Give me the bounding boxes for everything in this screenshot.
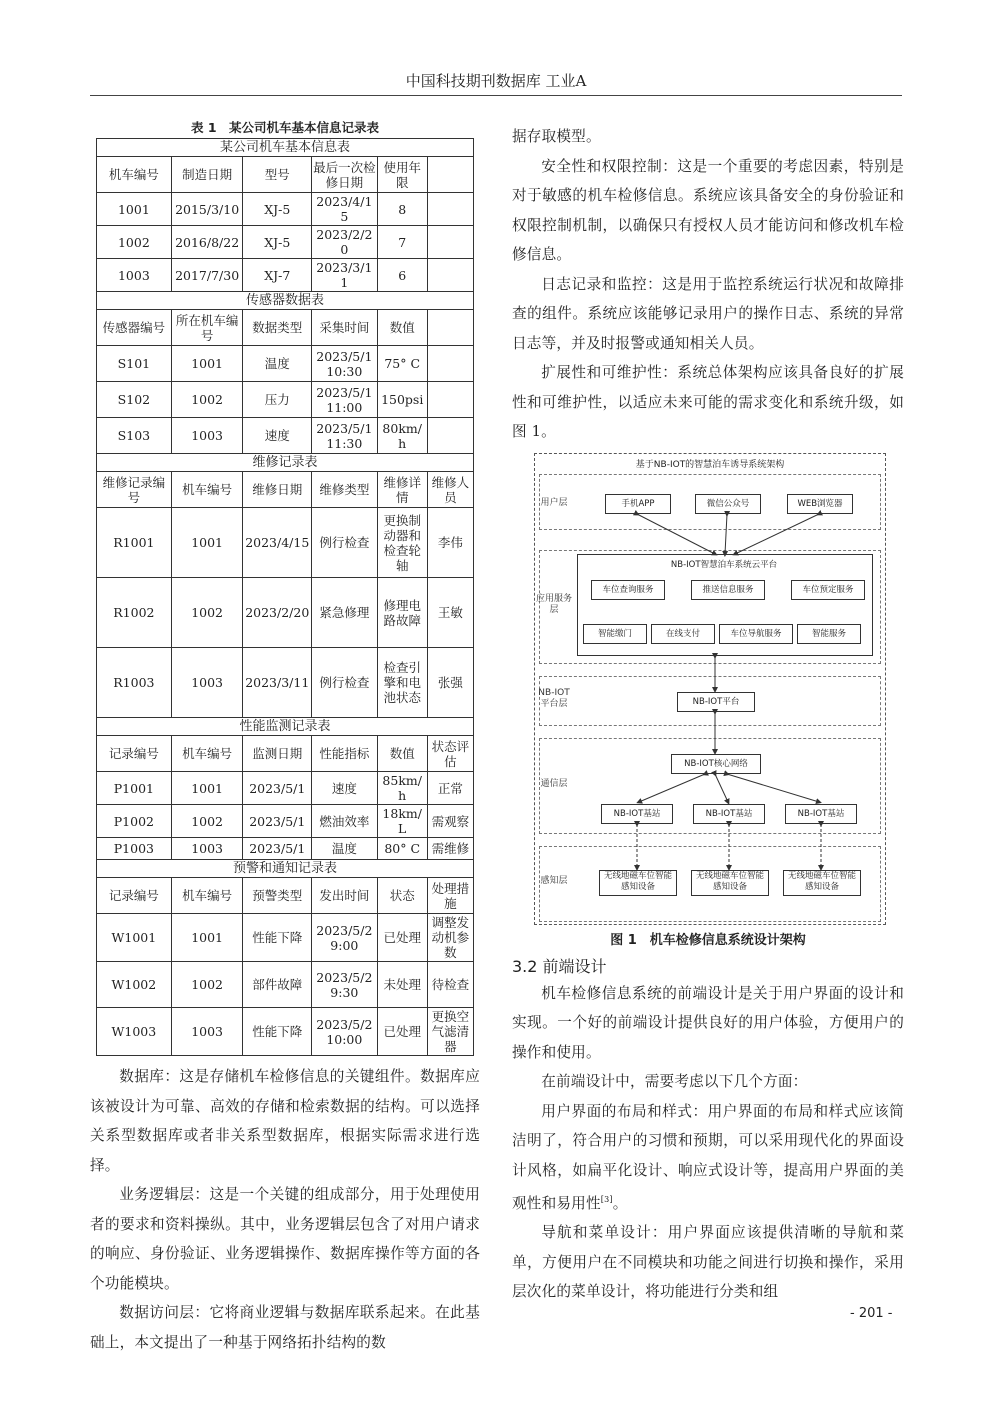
table-cell: 已处理 (377, 1008, 427, 1056)
table-cell: 未处理 (377, 962, 427, 1008)
table-cell: 更换制动器和检查轮轴 (377, 508, 427, 578)
layer-label-sense: 感知层 (540, 875, 568, 886)
layer-label-app: 应用服务层 (535, 593, 572, 615)
section-title-row (97, 139, 474, 157)
header-cell: 维修人员 (427, 472, 473, 508)
table-cell: 8 (377, 193, 427, 226)
table-row (97, 508, 474, 578)
right-column (512, 122, 904, 1307)
svc-box-reserve: 车位预定服务 (791, 580, 865, 600)
table-cell: 调整发动机参数 (427, 914, 473, 962)
table-cell: P1003 (97, 838, 172, 860)
para-business-logic: 业务逻辑层：这是一个关键的组成部分，用于处理使用者的要求和资料操纵。其中，业务逻辑层包含了对用户请求的响应、身份验证、业务逻辑操作、数据库操作等方面的各个功能模块。 (90, 1186, 480, 1292)
header-cell: 状态评估 (427, 736, 473, 772)
section-title-row (97, 454, 474, 472)
table-cell: 正常 (427, 772, 473, 805)
layer-label-comm: 通信层 (540, 778, 568, 789)
empty-cell (427, 259, 473, 292)
citation-ref[interactable]: [3] (600, 1195, 613, 1204)
table-cell: 6 (377, 259, 427, 292)
empty-cell (427, 310, 473, 346)
table-cell: 1002 (97, 226, 172, 259)
table-cell: 2023/3/11 (312, 259, 378, 292)
user-box-web: WEB浏览器 (787, 494, 853, 514)
table-row (97, 226, 474, 259)
table-row (97, 259, 474, 292)
table-row (97, 772, 474, 805)
section-title-row (97, 292, 474, 310)
header-cell: 记录编号 (97, 736, 172, 772)
section-title-row (97, 718, 474, 736)
table-cell: 1002 (171, 962, 243, 1008)
table-cell: 2023/4/15 (243, 508, 312, 578)
table-cell: 2023/3/11 (243, 648, 312, 718)
table-cell: 温度 (312, 838, 378, 860)
table-cell: 王敏 (427, 578, 473, 648)
empty-cell (427, 157, 473, 193)
user-box-wechat: 微信公众号 (695, 494, 761, 514)
table-cell: 1001 (171, 508, 243, 578)
layer-label-user: 用户层 (540, 497, 568, 508)
table-cell: R1002 (97, 578, 172, 648)
user-box-app: 手机APP (605, 494, 671, 514)
header-cell: 采集时间 (312, 310, 378, 346)
table-cell: 1003 (97, 259, 172, 292)
table-cell: XJ-5 (243, 226, 312, 259)
table-cell: 李伟 (427, 508, 473, 578)
table-row (97, 578, 474, 648)
table-cell: 2023/5/2 9:00 (312, 914, 378, 962)
svc-box-gate: 智能缴门 (583, 624, 647, 644)
table-cell: P1002 (97, 805, 172, 838)
table-header-row (97, 157, 474, 193)
table-cell: 例行检查 (312, 508, 378, 578)
header-cell: 维修类型 (312, 472, 378, 508)
para-logging: 日志记录和监控：这是用于监控系统运行状况和故障排查的组件。系统应该能够记录用户的操作日志、系统的异常日志等，并及时报警或通知相关人员。 (512, 275, 904, 352)
table-header-row (97, 472, 474, 508)
table-cell: 需观察 (427, 805, 473, 838)
table-cell: 2023/2/20 (312, 226, 378, 259)
table-cell: 2023/5/1 10:30 (312, 346, 378, 382)
svc-box-query: 车位查询服务 (591, 580, 665, 600)
sensor-box-3: 无线地磁车位智能感知设备 (783, 870, 861, 896)
running-header: 中国科技期刊数据库 工业A (90, 70, 902, 96)
section-title: 预警和通知记录表 (97, 860, 474, 878)
table-cell: 2016/8/22 (171, 226, 243, 259)
para-layout-style-end: 。 (612, 1194, 628, 1212)
para-database: 数据库：这是存储机车检修信息的关键组件。数据库应该被设计为可靠、高效的存储和检索数据的结构。可以选择关系型数据库或者非关系型数据库，根据实际需求进行选择。 (90, 1068, 480, 1174)
table-cell: 80° C (377, 838, 427, 860)
table-cell: 2023/5/1 (243, 838, 312, 860)
header-cell: 机车编号 (97, 157, 172, 193)
table-row (97, 805, 474, 838)
table-cell: 部件故障 (243, 962, 312, 1008)
page-number: - 201 - (850, 1306, 893, 1321)
table-cell: 18km/L (377, 805, 427, 838)
table-cell: 2023/5/2 10:00 (312, 1008, 378, 1056)
sensor-box-2: 无线地磁车位智能感知设备 (691, 870, 769, 896)
table-cell: 2023/5/1 (243, 805, 312, 838)
table-caption: 表 1 某公司机车基本信息记录表 (190, 120, 380, 135)
table-cell: 检查引擎和电池状态 (377, 648, 427, 718)
table-cell: 1003 (171, 648, 243, 718)
header-cell: 数值 (377, 310, 427, 346)
para-frontend-aspects: 在前端设计中，需要考虑以下几个方面： (541, 1073, 808, 1090)
para-navigation: 导航和菜单设计：用户界面应该提供清晰的导航和菜单，方便用户在不同模块和功能之间进行切换和操作，采用层次化的菜单设计，将功能进行分类和组 (512, 1224, 904, 1301)
base-station-3: NB-IOT基站 (785, 804, 857, 824)
table-cell: 7 (377, 226, 427, 259)
section-title-row (97, 860, 474, 878)
table-header-row (97, 736, 474, 772)
table-cell: 1001 (171, 346, 243, 382)
table-row (97, 838, 474, 860)
table-cell: 例行检查 (312, 648, 378, 718)
header-cell: 传感器编号 (97, 310, 172, 346)
table-cell: 80km/h (377, 418, 427, 454)
table-cell: 1003 (171, 1008, 243, 1056)
empty-cell (427, 226, 473, 259)
table-row (97, 648, 474, 718)
header-cell: 使用年限 (377, 157, 427, 193)
table-row (97, 418, 474, 454)
header-cell: 维修详情 (377, 472, 427, 508)
table-header-row (97, 310, 474, 346)
core-network-box: NB-IOT核心网络 (671, 754, 761, 774)
table-cell: 75° C (377, 346, 427, 382)
table-cell: 更换空气滤清器 (427, 1008, 473, 1056)
table-cell: XJ-7 (243, 259, 312, 292)
base-station-1: NB-IOT基站 (601, 804, 673, 824)
table-row (97, 346, 474, 382)
table-row (97, 914, 474, 962)
table-cell: 燃油效率 (312, 805, 378, 838)
table-cell: 1003 (171, 418, 243, 454)
table-cell: 1003 (171, 838, 243, 860)
empty-cell (427, 193, 473, 226)
table-row (97, 382, 474, 418)
table-cell: 1002 (171, 382, 243, 418)
table-cell: W1001 (97, 914, 172, 962)
table-row (97, 193, 474, 226)
header-cell: 数值 (377, 736, 427, 772)
table-cell: 张强 (427, 648, 473, 718)
table-cell: 2023/5/1 (243, 772, 312, 805)
section-heading: 3.2 前端设计 (512, 956, 607, 976)
record-table (96, 138, 474, 1056)
table-cell: 待检查 (427, 962, 473, 1008)
table-cell: 压力 (243, 382, 312, 418)
layer-label-nb: NB-IOT平台层 (538, 687, 570, 709)
empty-cell (427, 346, 473, 382)
table-cell: 150psi (377, 382, 427, 418)
header-cell: 状态 (377, 878, 427, 914)
svc-box-smart: 智能服务 (797, 624, 861, 644)
header-cell: 记录编号 (97, 878, 172, 914)
table-cell: S101 (97, 346, 172, 382)
figure-title: 基于NB-IOT的智慧泊车诱导系统架构 (635, 459, 785, 470)
section-title: 传感器数据表 (97, 292, 474, 310)
header-cell: 监测日期 (243, 736, 312, 772)
architecture-figure (534, 453, 886, 925)
header-cell: 预警类型 (243, 878, 312, 914)
sensor-box-1: 无线地磁车位智能感知设备 (599, 870, 677, 896)
table-cell: R1003 (97, 648, 172, 718)
table-cell: 速度 (312, 772, 378, 805)
para-data-access: 数据访问层：它将商业逻辑与数据库联系起来。在此基础上，本文提出了一种基于网络拓扑结构的数 (90, 1304, 480, 1351)
para-layout-style (512, 1097, 904, 1219)
header-cell: 机车编号 (171, 736, 243, 772)
table-cell: 85km/h (377, 772, 427, 805)
left-column (90, 118, 480, 1357)
table-row (97, 1008, 474, 1056)
para-layout-style-text: 用户界面的布局和样式：用户界面的布局和样式应该简洁明了，符合用户的习惯和预期，可以采用现代化的界面设计风格，如扁平化设计、响应式设计等，提高用户界面的美观性和易用性 (512, 1102, 904, 1212)
header-cell: 机车编号 (171, 472, 243, 508)
table-cell: R1001 (97, 508, 172, 578)
table-row (97, 962, 474, 1008)
table-cell: 2023/2/20 (243, 578, 312, 648)
table-cell: 已处理 (377, 914, 427, 962)
svc-box-push: 推送信息服务 (691, 580, 765, 600)
table-cell: 2023/4/15 (312, 193, 378, 226)
svc-box-nav: 车位导航服务 (719, 624, 793, 644)
table-cell: XJ-5 (243, 193, 312, 226)
para-continued: 据存取模型。 (512, 128, 601, 145)
table-cell: 紧急修理 (312, 578, 378, 648)
header-cell: 最后一次检修日期 (312, 157, 378, 193)
table-header-row (97, 878, 474, 914)
header-cell: 数据类型 (243, 310, 312, 346)
table-cell: W1003 (97, 1008, 172, 1056)
table-cell: 速度 (243, 418, 312, 454)
empty-cell (427, 418, 473, 454)
table-cell: 2023/5/1 11:00 (312, 382, 378, 418)
header-cell: 维修记录编号 (97, 472, 172, 508)
cloud-title: NB-IOT智慧泊车系统云平台 (670, 559, 778, 570)
section-title: 性能监测记录表 (97, 718, 474, 736)
para-security: 安全性和权限控制：这是一个重要的考虑因素，特别是对于敏感的机车检修信息。系统应该具备安全的身份验证和权限控制机制，以确保只有授权人员才能访问和修改机车检修信息。 (512, 157, 904, 263)
para-extensibility: 扩展性和可维护性：系统总体架构应该具备良好的扩展性和可维护性，以适应未来可能的需求变化和系统升级，如图 1。 (512, 364, 904, 440)
table-cell: S102 (97, 382, 172, 418)
table-cell: 2023/5/2 9:30 (312, 962, 378, 1008)
table-cell: 2017/7/30 (171, 259, 243, 292)
header-cell: 性能指标 (312, 736, 378, 772)
table-cell: 2015/3/10 (171, 193, 243, 226)
table-cell: 温度 (243, 346, 312, 382)
table-cell: 性能下降 (243, 914, 312, 962)
header-cell: 制造日期 (171, 157, 243, 193)
header-cell: 处理措施 (427, 878, 473, 914)
table-cell: 1001 (97, 193, 172, 226)
table-cell: S103 (97, 418, 172, 454)
table-cell: 1001 (171, 772, 243, 805)
section-title: 维修记录表 (97, 454, 474, 472)
header-cell: 发出时间 (312, 878, 378, 914)
table-cell: W1002 (97, 962, 172, 1008)
table-cell: 1002 (171, 578, 243, 648)
section-title: 某公司机车基本信息表 (97, 139, 474, 157)
table-cell: 1001 (171, 914, 243, 962)
base-station-2: NB-IOT基站 (693, 804, 765, 824)
nb-platform-box: NB-IOT平台 (677, 692, 755, 712)
table-cell: 需维修 (427, 838, 473, 860)
table-cell: 1002 (171, 805, 243, 838)
header-cell: 维修日期 (243, 472, 312, 508)
table-cell: 性能下降 (243, 1008, 312, 1056)
svc-box-pay: 在线支付 (651, 624, 715, 644)
table-cell: 2023/5/1 11:30 (312, 418, 378, 454)
table-cell: P1001 (97, 772, 172, 805)
empty-cell (427, 382, 473, 418)
figure-caption: 图 1 机车检修信息系统设计架构 (610, 932, 806, 948)
header-cell: 所在机车编号 (171, 310, 243, 346)
para-frontend-intro: 机车检修信息系统的前端设计是关于用户界面的设计和实现。一个好的前端设计提供良好的用户体验，方便用户的操作和使用。 (512, 984, 904, 1061)
header-cell: 型号 (243, 157, 312, 193)
table-cell: 修理电路故障 (377, 578, 427, 648)
header-cell: 机车编号 (171, 878, 243, 914)
